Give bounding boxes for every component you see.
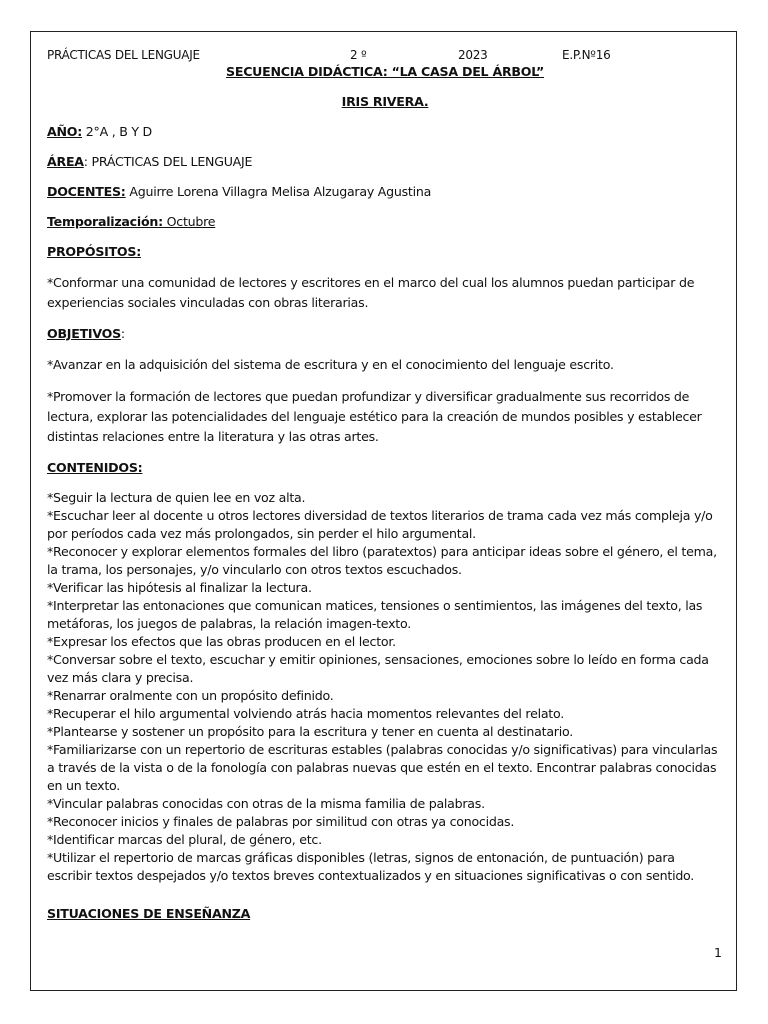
contenido-item: *Seguir la lectura de quien lee en voz alta. [47, 490, 306, 505]
situaciones-heading: SITUACIONES DE ENSEÑANZA [47, 906, 251, 921]
docentes-value: Aguirre Lorena Villagra Melisa Alzugaray Agustina [125, 184, 432, 199]
contenidos-list [47, 489, 723, 885]
contenido-item: *Renarrar oralmente con un propósito definido. [47, 688, 334, 703]
area-value: : PRÁCTICAS DEL LENGUAJE [83, 154, 253, 169]
docentes-label: DOCENTES: [47, 184, 126, 199]
contenido-item: *Conversar sobre el texto, escuchar y emitir opiniones, sensaciones, emociones sobre lo leído en forma cada vez más clara y precisa. [47, 652, 709, 685]
objetivos-heading-row [47, 325, 723, 343]
objetivos-heading-colon: : [120, 326, 125, 341]
contenido-item: *Verificar las hipótesis al finalizar la lectura. [47, 580, 312, 595]
anio-value: 2°A , B Y D [82, 124, 153, 139]
page-content [47, 46, 723, 935]
contenido-item: *Reconocer inicios y finales de palabras por similitud con otras ya conocidas. [47, 814, 515, 829]
header-year: 2023 [458, 48, 488, 62]
page-number: 1 [714, 945, 722, 960]
header-subject: PRÁCTICAS DEL LENGUAJE [47, 48, 200, 62]
temporalizacion-label: Temporalización: [47, 214, 163, 229]
document-page [30, 31, 737, 991]
objetivos-heading: OBJETIVOS [47, 326, 121, 341]
contenido-item: *Expresar los efectos que las obras producen en el lector. [47, 634, 396, 649]
contenido-item: *Vincular palabras conocidas con otras de la misma familia de palabras. [47, 796, 485, 811]
contenido-item: *Identificar marcas del plural, de género, etc. [47, 832, 322, 847]
header-school: E.P.Nº16 [562, 48, 611, 62]
contenido-item: *Reconocer y explorar elementos formales del libro (paratextos) para anticipar ideas sobre el género, el tema, la trama, los personajes, y/o vincularlo con otros textos escuchados. [47, 544, 717, 577]
contenido-item: *Familiarizarse con un repertorio de escrituras estables (palabras conocidas y/o significativas) para vincularlas a través de la vista o de la fonología con palabras nuevas que estén en el texto. Encontrar palabras conocidas en un texto. [47, 742, 718, 793]
field-area [47, 153, 723, 171]
field-temporalizacion [47, 213, 723, 231]
anio-label: AÑO: [47, 124, 83, 139]
field-docentes [47, 183, 723, 201]
contenido-item: *Recuperar el hilo argumental volviendo atrás hacia momentos relevantes del relato. [47, 706, 564, 721]
field-anio [47, 123, 723, 141]
document-title: SECUENCIA DIDÁCTICA: “LA CASA DEL ÁRBOL” [226, 64, 544, 79]
header-grade: 2 º [350, 48, 367, 62]
objetivo-item: *Promover la formación de lectores que puedan profundizar y diversificar gradualmente sus recorridos de lectura, explorar las potencialidades del lenguaje estético para la creación de mundos posibles y establecer distintas relaciones entre la literatura y las otras artes. [47, 389, 702, 444]
area-label: ÁREA [47, 154, 84, 169]
story-author: IRIS RIVERA. [341, 94, 429, 109]
header-row [47, 46, 723, 63]
contenido-item: *Plantearse y sostener un propósito para la escritura y tener en cuenta al destinatario. [47, 724, 573, 739]
proposito-item: *Conformar una comunidad de lectores y escritores en el marco del cual los alumnos puedan participar de experiencias sociales vinculadas con obras literarias. [47, 275, 695, 310]
objetivo-item: *Avanzar en la adquisición del sistema de escritura y en el conocimiento del lenguaje escrito. [47, 357, 614, 372]
contenido-item: *Interpretar las entonaciones que comunican matices, tensiones o sentimientos, las imágenes del texto, las metáforas, los juegos de palabras, la relación imagen-texto. [47, 598, 703, 631]
propositos-heading: PROPÓSITOS: [47, 244, 141, 259]
contenido-item: *Utilizar el repertorio de marcas gráficas disponibles (letras, signos de entonación, de puntuación) para escribir textos despejados y/o textos breves contextualizados y en situaciones significativas o con sentido. [47, 850, 695, 883]
contenido-item: *Escuchar leer al docente u otros lectores diversidad de textos literarios de trama cada vez más compleja y/o por períodos cada vez más prolongados, sin perder el hilo argumental. [47, 508, 713, 541]
contenidos-heading: CONTENIDOS: [47, 460, 143, 475]
temporalizacion-value: Octubre [162, 214, 216, 229]
